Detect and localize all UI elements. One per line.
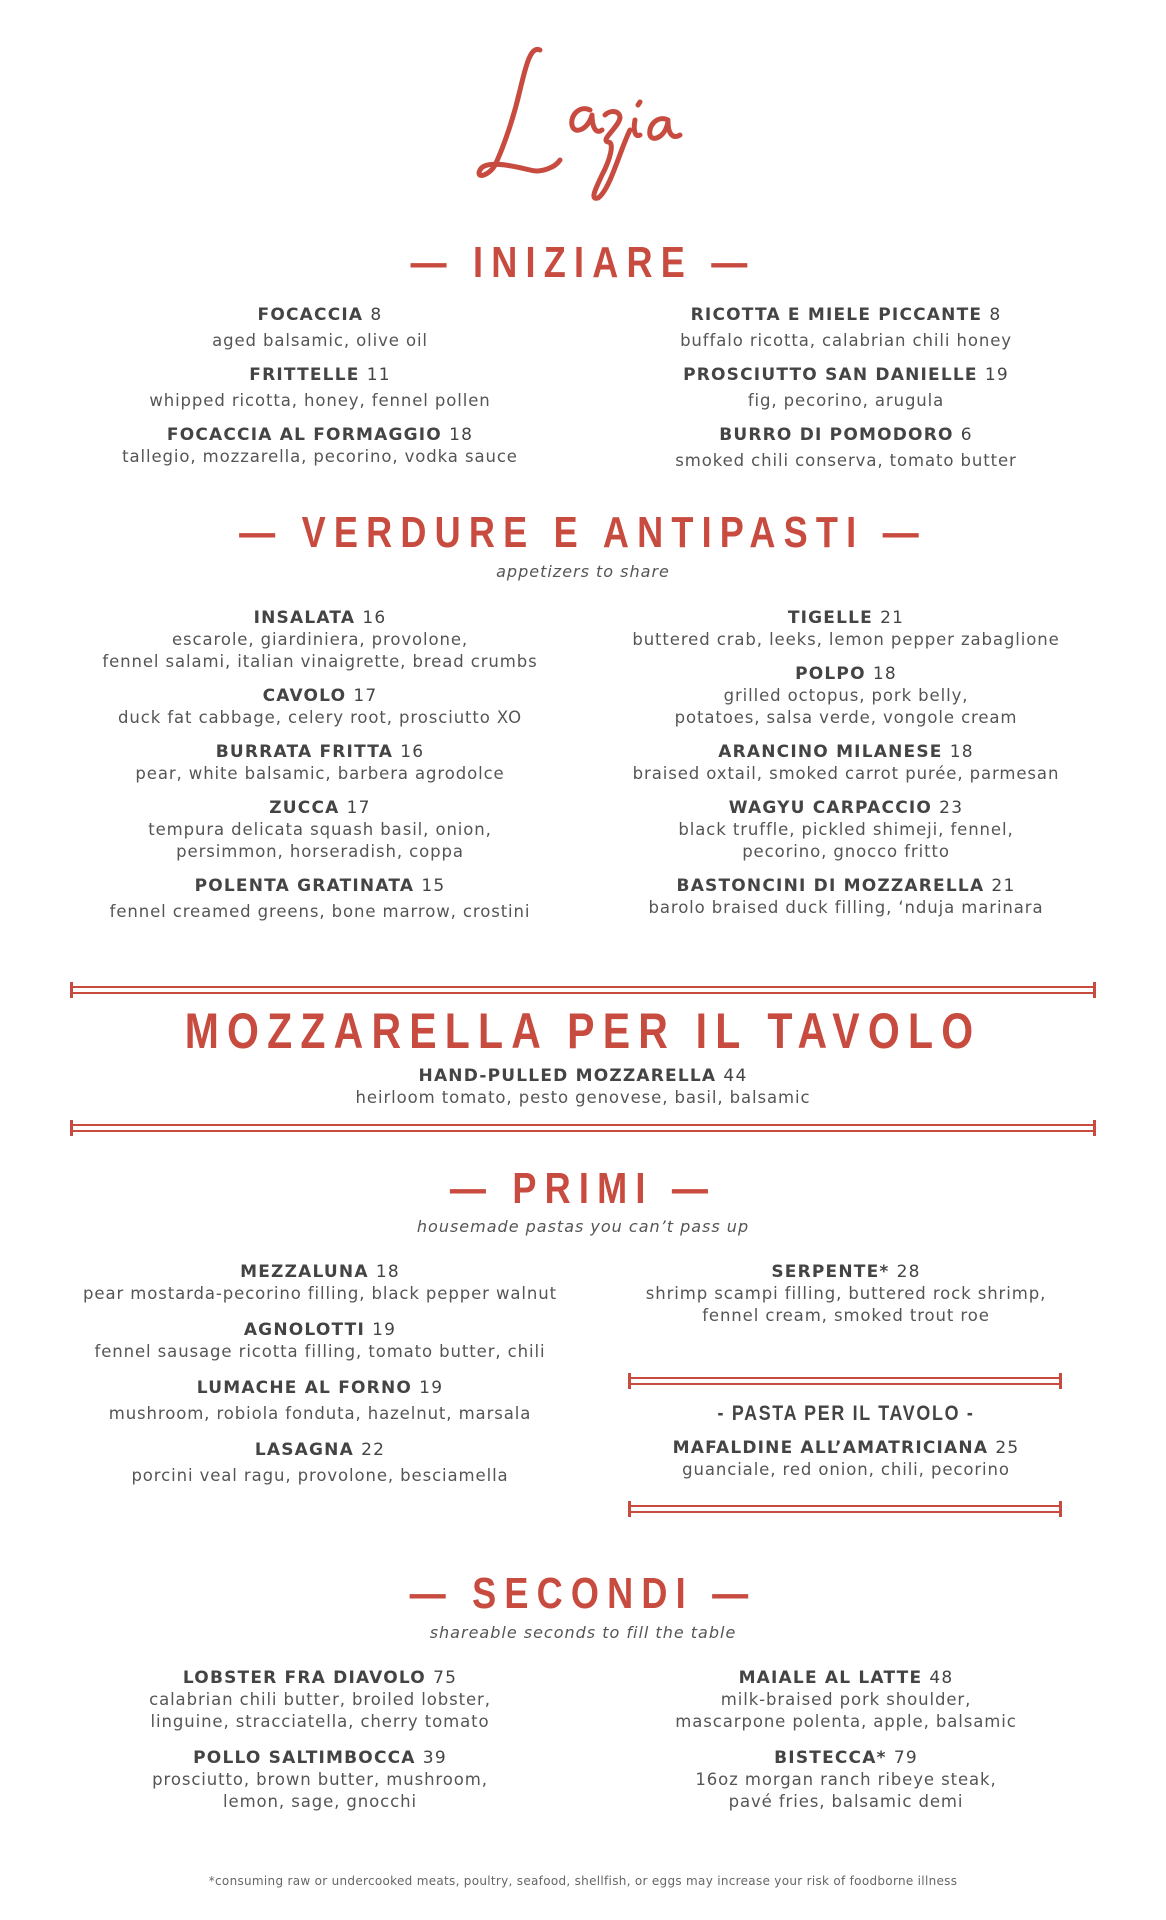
item-name: BURRO DI POMODORO	[719, 425, 954, 445]
item-name: LASAGNA	[254, 1440, 354, 1460]
item-price: 18	[449, 425, 474, 445]
menu-item	[576, 741, 1116, 785]
section-title-secondi: — SECONDI —	[409, 1569, 757, 1618]
menu-item	[50, 741, 590, 785]
item-description: guanciale, red onion, chili, pecorino	[682, 1460, 1010, 1479]
item-price: 16	[400, 742, 425, 762]
item-price: 79	[893, 1748, 918, 1768]
pasta-tavolo-item-block	[576, 1437, 1116, 1481]
item-price: 19	[372, 1320, 397, 1340]
verdure-right-column	[576, 607, 1116, 919]
pasta-tavolo-title: - PASTA PER IL TAVOLO -	[717, 1402, 975, 1425]
menu-item	[50, 685, 590, 729]
item-price: 48	[929, 1668, 954, 1688]
item-description: pear mostarda-pecorino filling, black pepper walnut	[83, 1284, 557, 1303]
menu-item	[576, 304, 1116, 352]
menu-item	[50, 1747, 590, 1813]
item-price: 25	[995, 1438, 1020, 1458]
item-description: black truffle, pickled shimeji, fennel, pecorino, gnocco fritto	[678, 820, 1014, 861]
menu-item	[576, 797, 1116, 863]
section-subtitle-verdure: appetizers to share	[496, 562, 670, 581]
item-description: fennel creamed greens, bone marrow, crostini	[109, 902, 531, 921]
item-price: 18	[872, 664, 897, 684]
section-title-primi: — PRIMI —	[449, 1164, 717, 1213]
item-name: POLLO SALTIMBOCCA	[193, 1748, 416, 1768]
menu-item	[50, 304, 590, 352]
item-name: FOCACCIA	[257, 305, 364, 325]
item-description: smoked chili conserva, tomato butter	[675, 451, 1017, 470]
item-description: duck fat cabbage, celery root, prosciutto XO	[118, 708, 522, 727]
item-description: fig, pecorino, arugula	[747, 391, 945, 410]
verdure-left-column	[50, 607, 590, 923]
item-name: POLPO	[795, 664, 866, 684]
item-description: porcini veal ragu, provolone, besciamella	[131, 1466, 509, 1485]
menu-item	[50, 875, 590, 923]
item-price: 8	[370, 305, 383, 325]
item-description: tallegio, mozzarella, pecorino, vodka sauce	[122, 447, 518, 466]
menu-item	[576, 1747, 1116, 1813]
item-name: AGNOLOTTI	[243, 1320, 365, 1340]
item-name: CAVOLO	[262, 686, 347, 706]
menu-item	[283, 1065, 883, 1109]
menu-item	[50, 607, 590, 673]
item-description: calabrian chili butter, broiled lobster, linguine, stracciatella, cherry tomato	[149, 1690, 491, 1731]
item-price: 19	[984, 365, 1009, 385]
menu-item	[576, 1437, 1116, 1481]
item-price: 21	[991, 876, 1016, 896]
secondi-left-column	[50, 1667, 590, 1813]
footnote-disclaimer: *consuming raw or undercooked meats, poultry, seafood, shellfish, or eggs may increase your risk of foodborne illness	[208, 1874, 958, 1888]
item-description: aged balsamic, olive oil	[212, 331, 428, 350]
item-price: 15	[421, 876, 446, 896]
menu-item	[50, 364, 590, 412]
item-description: prosciutto, brown butter, mushroom, lemon, sage, gnocchi	[152, 1770, 488, 1811]
item-description: buffalo ricotta, calabrian chili honey	[680, 331, 1012, 350]
item-name: SERPENTE*	[771, 1262, 890, 1282]
iniziare-left-column	[50, 304, 590, 468]
item-description: shrimp scampi filling, buttered rock shrimp, fennel cream, smoked trout roe	[645, 1284, 1047, 1325]
menu-item	[576, 607, 1116, 651]
item-name: ARANCINO MILANESE	[718, 742, 943, 762]
item-name: MAFALDINE ALL’AMATRICIANA	[672, 1438, 989, 1458]
item-name: ZUCCA	[269, 798, 340, 818]
item-description: tempura delicata squash basil, onion, persimmon, horseradish, coppa	[148, 820, 492, 861]
item-name: TIGELLE	[787, 608, 873, 628]
item-name: POLENTA GRATINATA	[194, 876, 415, 896]
item-price: 21	[880, 608, 905, 628]
item-price: 11	[366, 365, 391, 385]
primi-left-column	[50, 1261, 590, 1487]
menu-item	[576, 875, 1116, 919]
menu-item	[50, 1439, 590, 1487]
item-name: MAIALE AL LATTE	[738, 1668, 923, 1688]
lazia-logo	[470, 30, 700, 210]
item-name: BASTONCINI DI MOZZARELLA	[676, 876, 985, 896]
item-price: 18	[375, 1262, 400, 1282]
item-description: mushroom, robiola fonduta, hazelnut, marsala	[108, 1404, 532, 1423]
item-price: 16	[362, 608, 387, 628]
menu-item	[50, 1667, 590, 1733]
item-description: escarole, giardiniera, provolone, fennel salami, italian vinaigrette, bread crumbs	[102, 630, 538, 671]
section-subtitle-primi: housemade pastas you can’t pass up	[416, 1217, 750, 1236]
menu-item	[50, 797, 590, 863]
menu-item	[576, 663, 1116, 729]
item-price: 39	[422, 1748, 447, 1768]
item-description: whipped ricotta, honey, fennel pollen	[149, 391, 491, 410]
section-title-mozzarella: MOZZARELLA PER IL TAVOLO	[184, 1003, 982, 1059]
menu-item	[50, 1261, 590, 1305]
item-description: pear, white balsamic, barbera agrodolce	[135, 764, 505, 783]
item-description: 16oz morgan ranch ribeye steak, pavé fries, balsamic demi	[695, 1770, 997, 1811]
item-name: PROSCIUTTO SAN DANIELLE	[683, 365, 978, 385]
item-description: buttered crab, leeks, lemon pepper zabaglione	[632, 630, 1060, 649]
item-name: WAGYU CARPACCIO	[728, 798, 933, 818]
item-name: BURRATA FRITTA	[215, 742, 394, 762]
section-subtitle-secondi: shareable seconds to fill the table	[429, 1623, 737, 1642]
menu-item	[50, 424, 590, 468]
item-name: RICOTTA E MIELE PICCANTE	[690, 305, 983, 325]
item-name: MEZZALUNA	[240, 1262, 369, 1282]
item-name: LUMACHE AL FORNO	[196, 1378, 413, 1398]
item-price: 18	[949, 742, 974, 762]
menu-item	[50, 1319, 590, 1363]
item-price: 23	[939, 798, 964, 818]
menu-item	[576, 424, 1116, 472]
item-price: 8	[989, 305, 1002, 325]
secondi-right-column	[576, 1667, 1116, 1813]
menu-item	[50, 1377, 590, 1425]
item-description: heirloom tomato, pesto genovese, basil, balsamic	[355, 1088, 811, 1107]
item-name: FOCACCIA AL FORMAGGIO	[166, 425, 442, 445]
iniziare-right-column	[576, 304, 1116, 472]
item-price: 75	[433, 1668, 458, 1688]
item-name: HAND-PULLED MOZZARELLA	[418, 1066, 717, 1086]
item-name: FRITTELLE	[249, 365, 360, 385]
primi-right-column	[576, 1261, 1116, 1327]
menu-item	[576, 1667, 1116, 1733]
item-name: BISTECCA*	[774, 1748, 887, 1768]
menu-item	[576, 364, 1116, 412]
item-description: grilled octopus, pork belly, potatoes, salsa verde, vongole cream	[674, 686, 1018, 727]
item-name: LOBSTER FRA DIAVOLO	[182, 1668, 426, 1688]
item-price: 44	[723, 1066, 748, 1086]
item-description: fennel sausage ricotta filling, tomato butter, chili	[94, 1342, 546, 1361]
item-price: 17	[353, 686, 378, 706]
item-price: 19	[419, 1378, 444, 1398]
item-name: INSALATA	[253, 608, 356, 628]
item-price: 17	[346, 798, 371, 818]
item-description: milk-braised pork shoulder, mascarpone polenta, apple, balsamic	[675, 1690, 1017, 1731]
item-price: 28	[896, 1262, 921, 1282]
menu-item	[576, 1261, 1116, 1327]
section-title-iniziare: — INIZIARE —	[410, 238, 756, 287]
item-price: 6	[960, 425, 973, 445]
mozzarella-item-block	[283, 1065, 883, 1109]
item-price: 22	[361, 1440, 386, 1460]
section-title-verdure: — VERDURE E ANTIPASTI —	[239, 508, 927, 557]
item-description: braised oxtail, smoked carrot purée, parmesan	[632, 764, 1060, 783]
item-description: barolo braised duck filling, ‘nduja marinara	[648, 898, 1044, 917]
